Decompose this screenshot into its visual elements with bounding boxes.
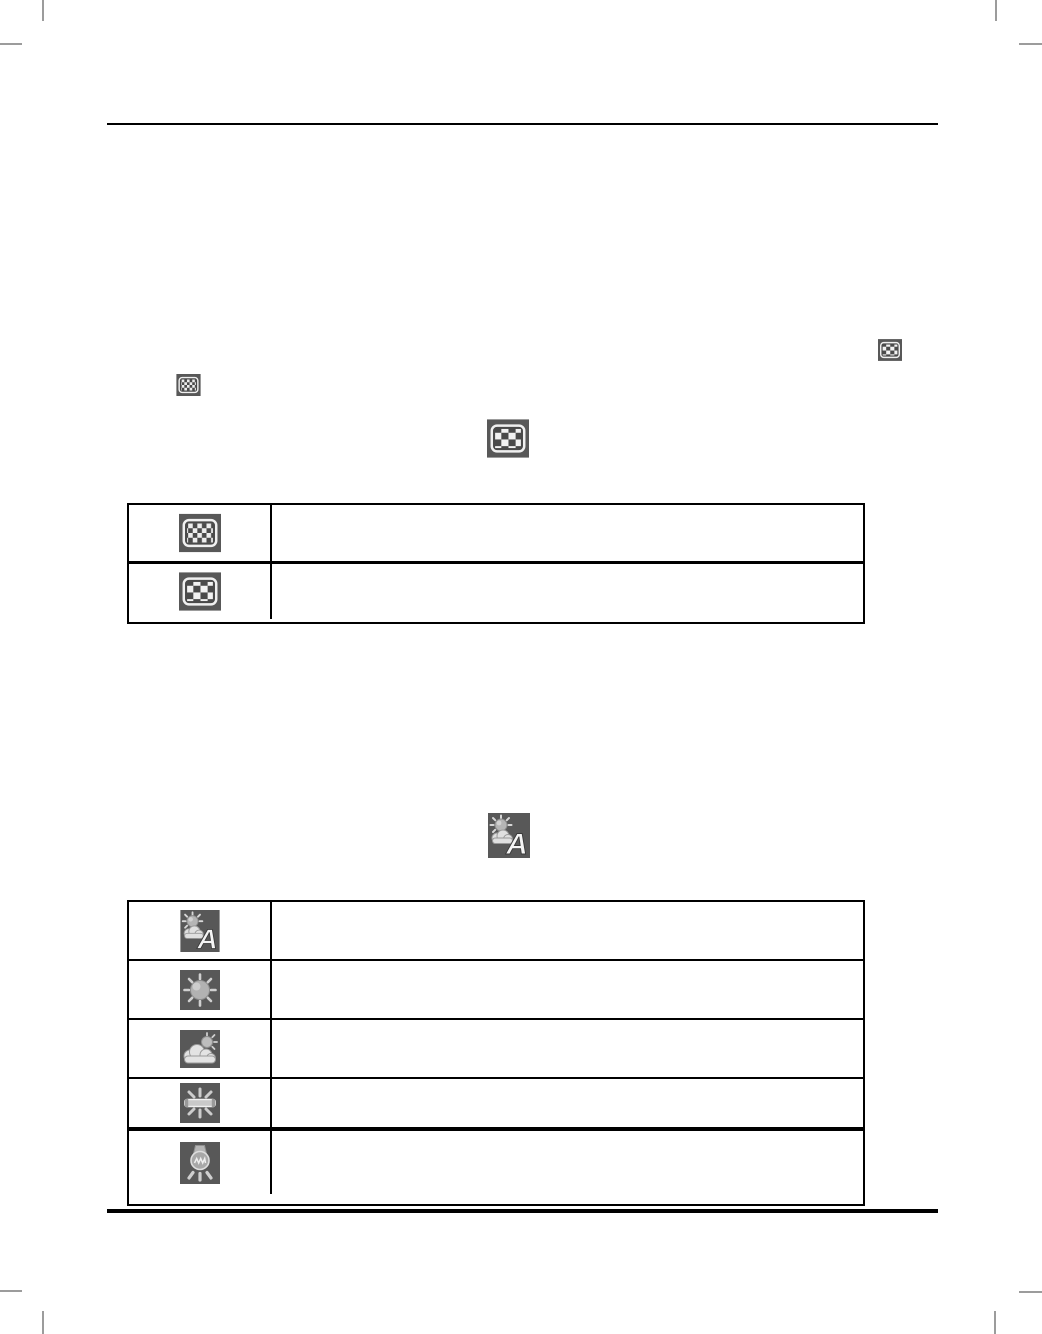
table-cell-icon [129,564,272,619]
fluorescent-icon [180,1083,220,1123]
tungsten-bulb-icon [180,1142,220,1184]
table-cell-icon [129,902,272,959]
index-display-icon-small [176,374,201,396]
table-cell-icon [129,1079,272,1127]
table-row [129,959,863,1018]
table-row [129,505,863,561]
multi-image-display-icon-small [878,339,902,361]
table-row [129,1018,863,1077]
table-cell-icon [129,1131,272,1194]
auto-white-balance-icon [179,910,221,952]
table-row [129,1127,863,1194]
table-row [129,1077,863,1127]
footer-rule [107,1209,938,1213]
table-cell-description [272,1097,863,1109]
table-cell-icon [129,961,272,1018]
daylight-sun-icon [180,970,220,1010]
white-balance-table [127,900,865,1206]
table-cell-description [272,984,863,996]
multi-image-display-icon [179,571,221,612]
crop-mark-bottom-right-horizontal [1019,1291,1042,1293]
crop-mark-bottom-left-horizontal [0,1290,22,1292]
table-cell-icon [129,505,272,561]
crop-mark-top-right-horizontal [1019,43,1042,45]
table-row [129,902,863,959]
multi-image-display-icon-large [487,419,529,458]
crop-mark-bottom-left-vertical [42,1311,44,1334]
crop-mark-top-right-vertical [995,0,997,21]
table-cell-description [272,925,863,937]
crop-mark-top-left-vertical [42,0,44,21]
crop-mark-bottom-right-vertical [994,1311,996,1334]
header-rule [107,123,938,125]
table-cell-description [272,586,863,598]
cloudy-icon [180,1030,220,1068]
crop-mark-top-left-horizontal [0,43,22,45]
index-display-icon [179,513,221,553]
auto-white-balance-icon-large [488,813,530,858]
display-mode-table [127,503,865,624]
table-cell-description [272,1043,863,1055]
table-cell-description [272,527,863,539]
table-cell-icon [129,1020,272,1077]
table-cell-description [272,1157,863,1169]
table-row [129,561,863,619]
